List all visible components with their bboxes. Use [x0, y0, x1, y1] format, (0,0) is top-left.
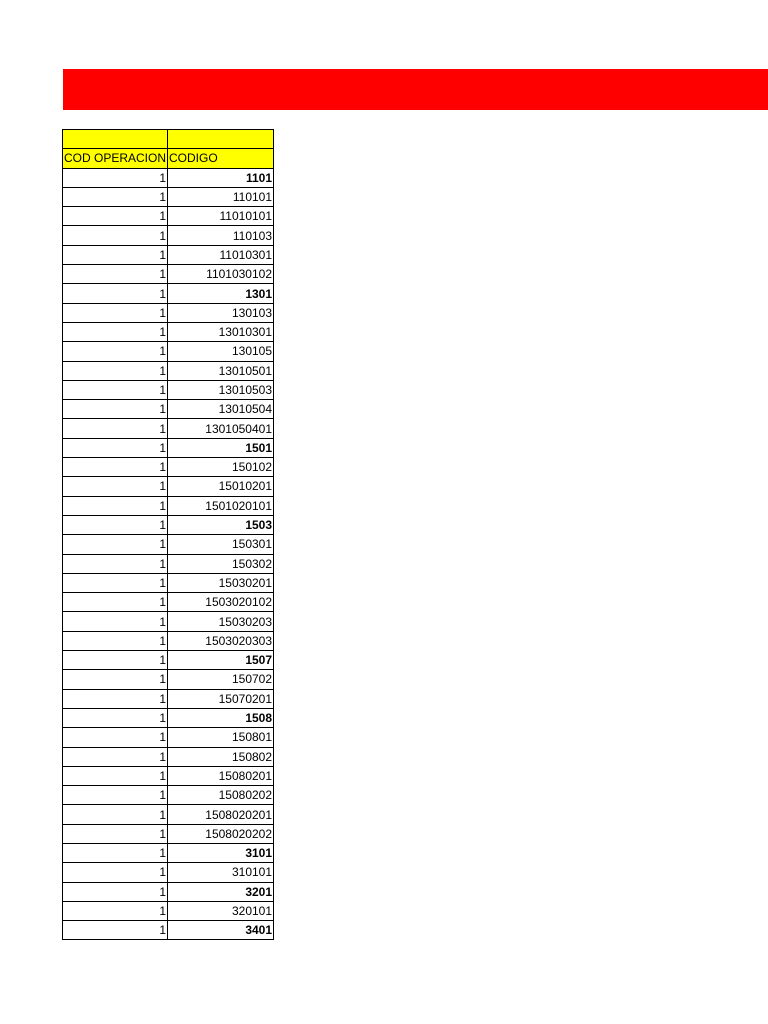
cod-operacion-cell: 1	[63, 573, 168, 592]
cod-operacion-cell: 1	[63, 168, 168, 187]
blank-cell	[168, 130, 274, 149]
codigo-cell: 1301050401	[168, 419, 274, 438]
codigo-cell: 1503020303	[168, 631, 274, 650]
codigo-cell: 150102	[168, 458, 274, 477]
cod-operacion-cell: 1	[63, 554, 168, 573]
cod-operacion-cell: 1	[63, 766, 168, 785]
cod-operacion-cell: 1	[63, 496, 168, 515]
table-row	[63, 226, 274, 245]
table-row	[63, 458, 274, 477]
table-row	[63, 766, 274, 785]
cod-operacion-cell: 1	[63, 786, 168, 805]
cod-operacion-cell: 1	[63, 342, 168, 361]
cod-operacion-cell: 1	[63, 824, 168, 843]
header-codigo: CODIGO	[168, 149, 274, 168]
cod-operacion-cell: 1	[63, 612, 168, 631]
cod-operacion-cell: 1	[63, 515, 168, 534]
cod-operacion-cell: 1	[63, 226, 168, 245]
cod-operacion-cell: 1	[63, 419, 168, 438]
blank-yellow-row	[63, 130, 274, 149]
codigo-cell: 1501020101	[168, 496, 274, 515]
codigo-cell: 3101	[168, 843, 274, 862]
table-row	[63, 322, 274, 341]
table-row	[63, 573, 274, 592]
codigo-cell: 150801	[168, 728, 274, 747]
table-row	[63, 477, 274, 496]
codigo-cell: 15030203	[168, 612, 274, 631]
codigo-cell: 15080201	[168, 766, 274, 785]
cod-operacion-cell: 1	[63, 380, 168, 399]
table-row	[63, 805, 274, 824]
cod-operacion-cell: 1	[63, 322, 168, 341]
codigo-cell: 150802	[168, 747, 274, 766]
codigo-cell: 1301	[168, 284, 274, 303]
table-row	[63, 863, 274, 882]
codigo-cell: 11010301	[168, 245, 274, 264]
codigo-cell: 13010301	[168, 322, 274, 341]
codigo-cell: 110101	[168, 187, 274, 206]
codigo-cell: 130103	[168, 303, 274, 322]
codigo-cell: 1503	[168, 515, 274, 534]
cod-operacion-cell: 1	[63, 670, 168, 689]
table-row	[63, 168, 274, 187]
table-row	[63, 612, 274, 631]
cod-operacion-cell: 1	[63, 901, 168, 920]
table-row	[63, 786, 274, 805]
table-row	[63, 419, 274, 438]
cod-operacion-cell: 1	[63, 728, 168, 747]
header-cod-operacion: COD OPERACION	[63, 149, 168, 168]
table-row	[63, 708, 274, 727]
codigo-cell: 150302	[168, 554, 274, 573]
cod-operacion-cell: 1	[63, 882, 168, 901]
cod-operacion-cell: 1	[63, 361, 168, 380]
table-row	[63, 380, 274, 399]
table-row	[63, 670, 274, 689]
blank-cell	[63, 130, 168, 149]
table-row	[63, 303, 274, 322]
table-row	[63, 631, 274, 650]
codes-table	[62, 129, 274, 940]
table-row	[63, 438, 274, 457]
table-row	[63, 342, 274, 361]
codigo-cell: 1508	[168, 708, 274, 727]
codigo-cell: 3201	[168, 882, 274, 901]
table-row	[63, 207, 274, 226]
cod-operacion-cell: 1	[63, 593, 168, 612]
table-row	[63, 728, 274, 747]
table-row	[63, 284, 274, 303]
codigo-cell: 1501	[168, 438, 274, 457]
codigo-cell: 3401	[168, 921, 274, 940]
table-row	[63, 265, 274, 284]
cod-operacion-cell: 1	[63, 438, 168, 457]
codigo-cell: 13010504	[168, 400, 274, 419]
codigo-cell: 15010201	[168, 477, 274, 496]
table-row	[63, 515, 274, 534]
codigo-cell: 15070201	[168, 689, 274, 708]
cod-operacion-cell: 1	[63, 265, 168, 284]
codigo-cell: 1503020102	[168, 593, 274, 612]
codigo-cell: 1507	[168, 651, 274, 670]
cod-operacion-cell: 1	[63, 458, 168, 477]
cod-operacion-cell: 1	[63, 863, 168, 882]
cod-operacion-cell: 1	[63, 843, 168, 862]
codigo-cell: 1508020202	[168, 824, 274, 843]
table-row	[63, 187, 274, 206]
cod-operacion-cell: 1	[63, 708, 168, 727]
codigo-cell: 1101	[168, 168, 274, 187]
cod-operacion-cell: 1	[63, 303, 168, 322]
table-row	[63, 361, 274, 380]
table-row	[63, 593, 274, 612]
codigo-cell: 320101	[168, 901, 274, 920]
table-row	[63, 245, 274, 264]
table-row	[63, 496, 274, 515]
codigo-cell: 15080202	[168, 786, 274, 805]
cod-operacion-cell: 1	[63, 477, 168, 496]
cod-operacion-cell: 1	[63, 805, 168, 824]
table-row	[63, 651, 274, 670]
column-header-row	[63, 149, 274, 168]
table-row	[63, 843, 274, 862]
table-row	[63, 882, 274, 901]
cod-operacion-cell: 1	[63, 631, 168, 650]
codigo-cell: 150301	[168, 535, 274, 554]
cod-operacion-cell: 1	[63, 245, 168, 264]
table-row	[63, 747, 274, 766]
table-row	[63, 554, 274, 573]
codigo-cell: 130105	[168, 342, 274, 361]
table-row	[63, 689, 274, 708]
cod-operacion-cell: 1	[63, 400, 168, 419]
cod-operacion-cell: 1	[63, 651, 168, 670]
codigo-cell: 310101	[168, 863, 274, 882]
table-row	[63, 901, 274, 920]
codigo-cell: 11010101	[168, 207, 274, 226]
cod-operacion-cell: 1	[63, 207, 168, 226]
red-title-banner	[63, 69, 768, 110]
cod-operacion-cell: 1	[63, 535, 168, 554]
codigo-cell: 13010503	[168, 380, 274, 399]
codigo-cell: 150702	[168, 670, 274, 689]
codigo-cell: 13010501	[168, 361, 274, 380]
cod-operacion-cell: 1	[63, 689, 168, 708]
table-row	[63, 921, 274, 940]
table-row	[63, 824, 274, 843]
codigo-cell: 1101030102	[168, 265, 274, 284]
cod-operacion-cell: 1	[63, 747, 168, 766]
cod-operacion-cell: 1	[63, 284, 168, 303]
codigo-cell: 110103	[168, 226, 274, 245]
codigo-cell: 15030201	[168, 573, 274, 592]
cod-operacion-cell: 1	[63, 921, 168, 940]
cod-operacion-cell: 1	[63, 187, 168, 206]
table-row	[63, 400, 274, 419]
table-row	[63, 535, 274, 554]
codigo-cell: 1508020201	[168, 805, 274, 824]
codes-table-body	[63, 130, 274, 940]
